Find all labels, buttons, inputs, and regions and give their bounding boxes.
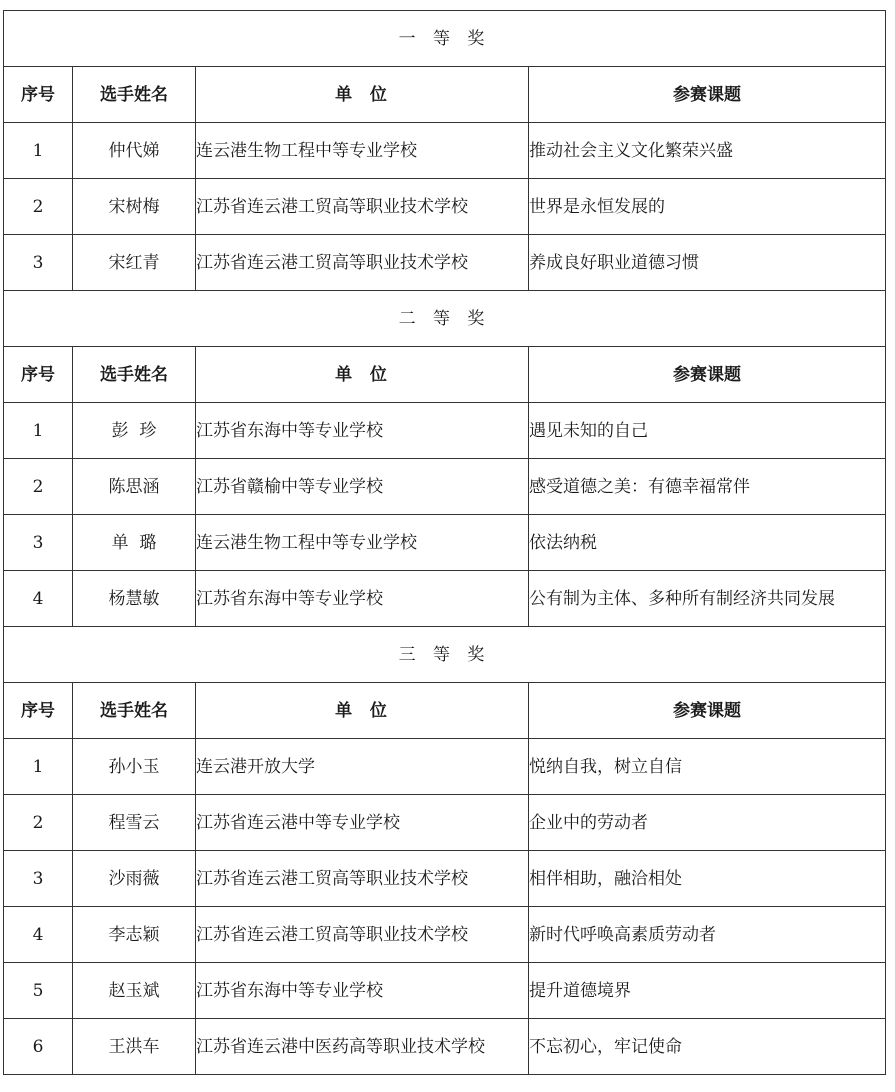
table-row: [4, 963, 886, 1019]
cell-unit: 江苏省连云港中等专业学校: [196, 795, 529, 851]
cell-unit: 连云港生物工程中等专业学校: [196, 515, 529, 571]
cell-name: 仲代娣: [73, 123, 196, 179]
cell-name: 宋红青: [73, 235, 196, 291]
header-row: [4, 683, 886, 739]
table-row: [4, 795, 886, 851]
cell-unit: 连云港开放大学: [196, 739, 529, 795]
cell-unit: 连云港生物工程中等专业学校: [196, 123, 529, 179]
cell-name: 单 璐: [73, 515, 196, 571]
section-title: 三 等 奖: [4, 627, 886, 683]
cell-topic: 不忘初心，牢记使命: [529, 1019, 886, 1075]
header-index: 序号: [4, 67, 73, 123]
cell-name: 陈思涵: [73, 459, 196, 515]
table-row: [4, 459, 886, 515]
header-row: [4, 347, 886, 403]
header-topic: 参赛课题: [529, 683, 886, 739]
header-name: 选手姓名: [73, 67, 196, 123]
cell-topic: 感受道德之美：有德幸福常伴: [529, 459, 886, 515]
cell-name: 沙雨薇: [73, 851, 196, 907]
cell-topic: 公有制为主体、多种所有制经济共同发展: [529, 571, 886, 627]
section-title-row: [4, 291, 886, 347]
header-index: 序号: [4, 347, 73, 403]
cell-index: 1: [4, 403, 73, 459]
cell-unit: 江苏省连云港工贸高等职业技术学校: [196, 179, 529, 235]
table-row: [4, 907, 886, 963]
cell-index: 2: [4, 795, 73, 851]
cell-topic: 相伴相助，融洽相处: [529, 851, 886, 907]
cell-name: 王洪车: [73, 1019, 196, 1075]
section-title-row: [4, 11, 886, 67]
table-row: [4, 571, 886, 627]
cell-index: 6: [4, 1019, 73, 1075]
cell-topic: 遇见未知的自己: [529, 403, 886, 459]
header-topic: 参赛课题: [529, 67, 886, 123]
cell-unit: 江苏省连云港工贸高等职业技术学校: [196, 235, 529, 291]
cell-unit: 江苏省赣榆中等专业学校: [196, 459, 529, 515]
header-name: 选手姓名: [73, 683, 196, 739]
table-row: [4, 403, 886, 459]
header-unit: 单 位: [196, 347, 529, 403]
cell-unit: 江苏省东海中等专业学校: [196, 403, 529, 459]
cell-name: 彭 珍: [73, 403, 196, 459]
table-row: [4, 851, 886, 907]
cell-unit: 江苏省东海中等专业学校: [196, 571, 529, 627]
awards-table: [3, 10, 886, 1075]
cell-name: 李志颖: [73, 907, 196, 963]
cell-index: 1: [4, 739, 73, 795]
cell-index: 4: [4, 907, 73, 963]
cell-unit: 江苏省连云港工贸高等职业技术学校: [196, 907, 529, 963]
cell-index: 4: [4, 571, 73, 627]
cell-unit: 江苏省连云港工贸高等职业技术学校: [196, 851, 529, 907]
cell-topic: 新时代呼唤高素质劳动者: [529, 907, 886, 963]
cell-index: 3: [4, 235, 73, 291]
cell-topic: 依法纳税: [529, 515, 886, 571]
table-row: [4, 1019, 886, 1075]
header-name: 选手姓名: [73, 347, 196, 403]
section-title: 一 等 奖: [4, 11, 886, 67]
cell-name: 宋树梅: [73, 179, 196, 235]
cell-name: 孙小玉: [73, 739, 196, 795]
cell-name: 程雪云: [73, 795, 196, 851]
cell-index: 3: [4, 851, 73, 907]
cell-index: 2: [4, 459, 73, 515]
cell-unit: 江苏省东海中等专业学校: [196, 963, 529, 1019]
cell-topic: 推动社会主义文化繁荣兴盛: [529, 123, 886, 179]
cell-topic: 养成良好职业道德习惯: [529, 235, 886, 291]
cell-unit: 江苏省连云港中医药高等职业技术学校: [196, 1019, 529, 1075]
cell-index: 5: [4, 963, 73, 1019]
table-row: [4, 739, 886, 795]
table-row: [4, 179, 886, 235]
header-unit: 单 位: [196, 683, 529, 739]
header-topic: 参赛课题: [529, 347, 886, 403]
table-row: [4, 515, 886, 571]
cell-topic: 企业中的劳动者: [529, 795, 886, 851]
header-index: 序号: [4, 683, 73, 739]
cell-topic: 世界是永恒发展的: [529, 179, 886, 235]
table-row: [4, 235, 886, 291]
cell-topic: 悦纳自我，树立自信: [529, 739, 886, 795]
header-row: [4, 67, 886, 123]
cell-index: 3: [4, 515, 73, 571]
cell-index: 2: [4, 179, 73, 235]
table-row: [4, 123, 886, 179]
section-title: 二 等 奖: [4, 291, 886, 347]
cell-index: 1: [4, 123, 73, 179]
section-title-row: [4, 627, 886, 683]
cell-topic: 提升道德境界: [529, 963, 886, 1019]
cell-name: 赵玉斌: [73, 963, 196, 1019]
cell-name: 杨慧敏: [73, 571, 196, 627]
header-unit: 单 位: [196, 67, 529, 123]
